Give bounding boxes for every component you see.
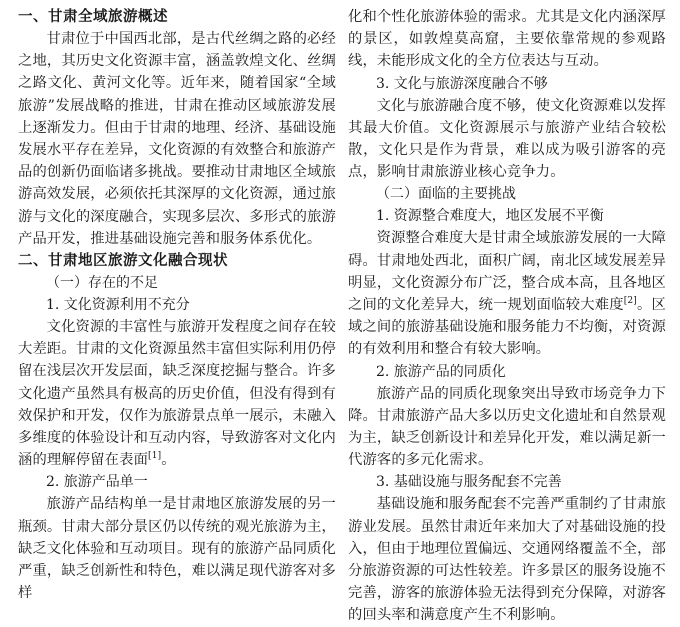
item-1-heading: 1. 文化资源利用不充分 <box>46 297 190 314</box>
section-1-heading: 一、甘肃全域旅游概述 <box>18 9 168 25</box>
subsection-2-heading: （二）面临的主要挑战 <box>376 186 516 203</box>
challenge-1-paragraph <box>348 227 666 360</box>
item-3-heading: 3. 文化与旅游深度融合不够 <box>376 75 548 92</box>
item-1-end: 。 <box>161 452 176 469</box>
section-2-heading: 二、甘肃地区旅游文化融合现状 <box>18 253 228 270</box>
subsection-1-heading: （一）存在的不足 <box>46 275 158 292</box>
item-1-paragraph <box>18 316 336 471</box>
challenge-2-paragraph: 旅游产品的同质化现象突出导致市场竞争力下降。甘肃旅游产品大多以历史文化遗址和自然景观为主，缺乏创新设计和差异化开发，难以满足新一代游客的多元化需求。 <box>348 385 666 469</box>
challenge-1-text: 资源整合难度大是甘肃全域旅游发展的一大障碍。甘肃地处西北，面积广阔，南北区域发展差异明显，文化资源分布广泛，整合成本高，且各地区之间的文化差异大，统一规划面临较大难度 <box>348 230 666 314</box>
citation-1: [1] <box>148 451 162 462</box>
item-2-continuation: 化和个性化旅游体验的需求。尤其是文化内涵深厚的景区，如敦煌莫高窟，主要依靠常规的参观路线，未能形成文化的全方位表达与互动。 <box>348 9 666 70</box>
challenge-1-end: 。区域之间的旅游基础设施和服务能力不均衡，对资源的有效利用和整合有较大影响。 <box>348 297 666 358</box>
item-2-paragraph: 旅游产品结构单一是甘肃地区旅游发展的另一瓶颈。甘肃大部分景区仍以传统的观光旅游为主，缺乏文化体验和互动项目。现有的旅游产品同质化严重，缺乏创新性和特色，难以满足现代游客对多样 <box>18 496 336 602</box>
right-column <box>348 6 666 627</box>
item-1-text: 文化资源的丰富性与旅游开发程度之间存在较大差距。甘肃的文化资源虽然丰富但实际利用仍停留在浅层次开发层面，缺乏深度挖掘与整合。许多文化遗产虽然具有极高的历史价值，但没有得到有效保护和开发，仅作为旅游景点单一展示，未融入多维度的体验设计和互动内容，导致游客对文化内涵的理解停留在表面 <box>18 319 336 469</box>
item-3-paragraph: 文化与旅游融合度不够，使文化资源难以发挥其最大价值。文化资源展示与旅游产业结合较松散，文化只是作为背景，难以成为吸引游客的亮点，影响甘肃旅游业核心竞争力。 <box>348 97 666 181</box>
citation-2: [2] <box>623 296 637 307</box>
item-2-heading: 2. 旅游产品单一 <box>46 474 148 491</box>
challenge-2-heading: 2. 旅游产品的同质化 <box>376 363 506 380</box>
left-column <box>18 6 336 604</box>
challenge-3-paragraph: 基础设施和服务配套不完善严重制约了甘肃旅游业发展。虽然甘肃近年来加大了对基础设施的投入，但由于地理位置偏远、交通网络覆盖不全，部分旅游资源的可达性较差。许多景区的服务设施不完善，游客的旅游体验无法得到充分保障，对游客的回头率和满意度产生不利影响。 <box>348 496 666 624</box>
section-1-paragraph: 甘肃位于中国西北部，是古代丝绸之路的必经之地，其历史文化资源丰富，涵盖敦煌文化、丝绸之路文化、黄河文化等。近年来，随着国家“全域旅游”发展战略的推进，甘肃在推动区域旅游发展上逐渐发力。但由于甘肃的地理、经济、基础设施发展水平存在差异，文化资源的有效整合和旅游产品的创新仍面临诸多挑战。要推动甘肃地区全域旅游高效发展，必须依托其深厚的文化资源，通过旅游与文化的深度融合，实现多层次、多形式的旅游产品开发，推进基础设施完善和服务体系优化。 <box>18 31 336 247</box>
challenge-3-heading: 3. 基础设施与服务配套不完善 <box>376 474 562 491</box>
challenge-1-heading: 1. 资源整合难度大，地区发展不平衡 <box>376 208 604 225</box>
